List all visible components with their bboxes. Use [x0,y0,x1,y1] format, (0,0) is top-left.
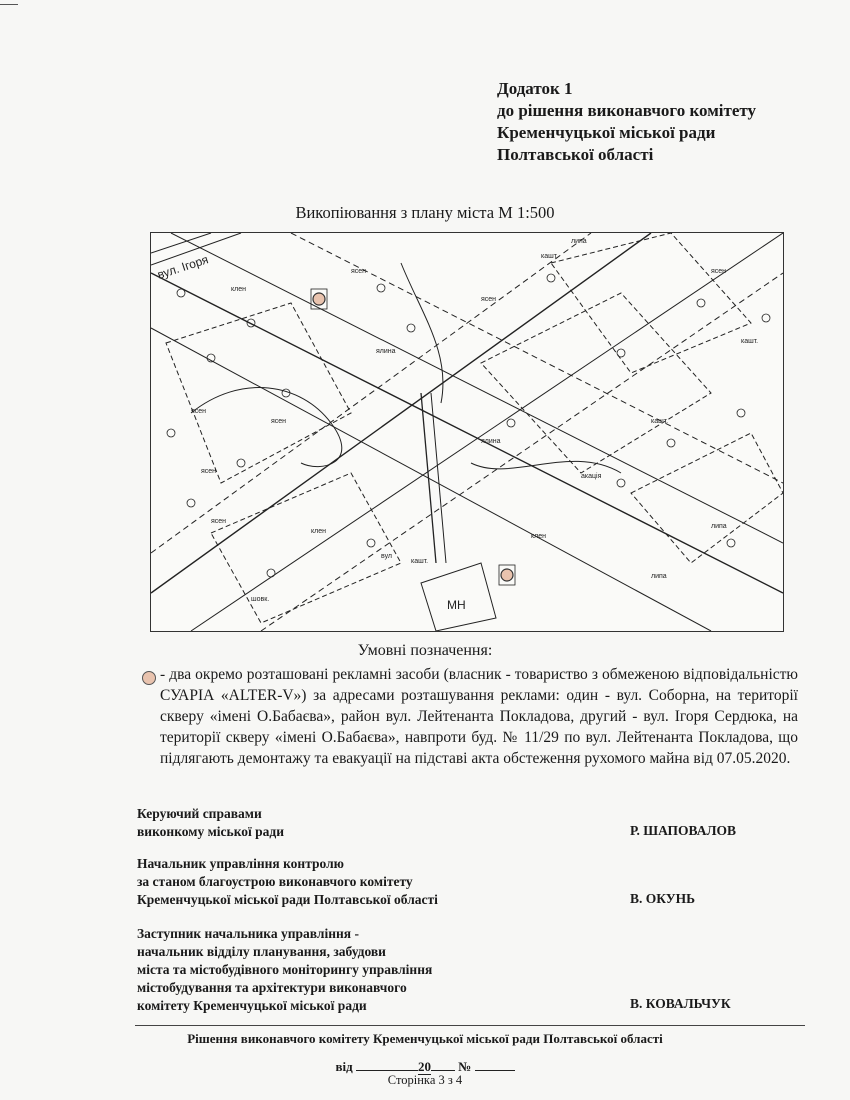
signature-1-name: Р. ШАПОВАЛОВ [630,823,737,838]
svg-text:шовк.: шовк. [251,596,270,603]
legend-description: - два окремо розташовані рекламні засоби (власник - товариство з обмеженою відповідальністю СУАРІА «ALTER-V») за адресами розташування реклами: один - вул. Соборна, на території скверу «імені О.Бабаєва», район вул. Лейтенанта Покладова, другий - вул. Ігоря Сердюка, на території скверу «імені О.Бабаєва», навпроти буд. № 11/29 по вул. Лейтенанта Покладова, що підлягають демонтажу та евакуації на підставі акта обстеження рухомого майна від 07.05.2020. [160,666,798,767]
svg-text:ясен: ясен [211,518,227,525]
svg-text:вул: вул [381,553,392,560]
svg-text:ясен: ясен [351,268,367,275]
svg-text:ясен: ясен [711,268,727,275]
building-label: МН [447,598,466,612]
number-sign: № [458,1059,472,1074]
footer-title: Рішення виконавчого комітету Кременчуцької міської ради Полтавської області [187,1031,663,1046]
svg-text:ясен: ясен [201,468,217,475]
svg-text:клен: клен [311,528,326,535]
signature-2-title-line: Начальник управління контролю [137,856,344,871]
svg-text:клен: клен [531,533,546,540]
svg-text:ясен: ясен [271,418,287,425]
appendix-number: Додаток 1 [497,79,573,98]
map-title: Викопіювання з плану міста М 1:500 [295,203,555,222]
appendix-line-4: Полтавської області [497,145,654,164]
svg-text:ясен: ясен [191,408,207,415]
city-plan-map [150,232,784,632]
signature-3-title-line: комітету Кременчуцької міської ради [137,998,367,1013]
signature-2-title [137,855,537,909]
signature-3-title-line: начальник відділу планування, забудови [137,944,386,959]
appendix-line-2: до рішення виконавчого комітету [497,101,757,120]
date-prefix: від [335,1059,353,1074]
legend-title: Умовні позначення: [357,642,493,659]
signature-3-title-line: Заступник начальника управління - [137,926,359,941]
svg-text:ясен: ясен [481,296,497,303]
legend-marker-icon [142,671,156,685]
svg-text:кашт.: кашт. [411,558,429,565]
date-day-blank [356,1058,418,1071]
svg-text:липа: липа [711,523,727,530]
svg-text:кашт.: кашт. [741,338,759,345]
date-year-blank [431,1058,455,1071]
appendix-header [497,78,827,166]
svg-text:липа: липа [651,573,667,580]
svg-text:липа: липа [571,238,587,245]
signature-3-title-line: міста та містобудівного моніторингу управління [137,962,433,977]
signature-1-title-line: виконкому міської ради [137,824,285,839]
footer-divider [135,1025,805,1026]
signature-3-title-line: містобудування та архітектури виконавчого [137,980,407,995]
signature-1-title-line: Керуючий справами [137,806,262,821]
signature-3-title [137,925,537,1015]
svg-text:ялина: ялина [481,438,501,445]
ad-marker-1 [313,293,325,305]
signature-1-title [137,805,537,841]
svg-text:кашт.: кашт. [541,253,559,260]
ad-marker-2 [501,569,513,581]
signature-2-title-line: за станом благоустрою виконавчого комітету [137,874,413,889]
svg-text:акація: акація [581,473,602,480]
svg-text:кашт.: кашт. [651,418,669,425]
corner-mark [0,4,18,5]
date-year: 20 [417,1059,431,1074]
city-plan-drawing [151,233,783,631]
page-number: Сторінка 3 з 4 [387,1073,463,1087]
signature-3-name: В. КОВАЛЬЧУК [630,996,731,1011]
street-label: вул. Ігоря [155,252,211,282]
number-blank [475,1058,515,1071]
signature-2-title-line: Кременчуцької міської ради Полтавської області [137,892,438,907]
svg-text:ялина: ялина [376,348,396,355]
signature-2-name: В. ОКУНЬ [630,891,696,906]
svg-text:клен: клен [231,286,246,293]
appendix-line-3: Кременчуцької міської ради [497,123,716,142]
